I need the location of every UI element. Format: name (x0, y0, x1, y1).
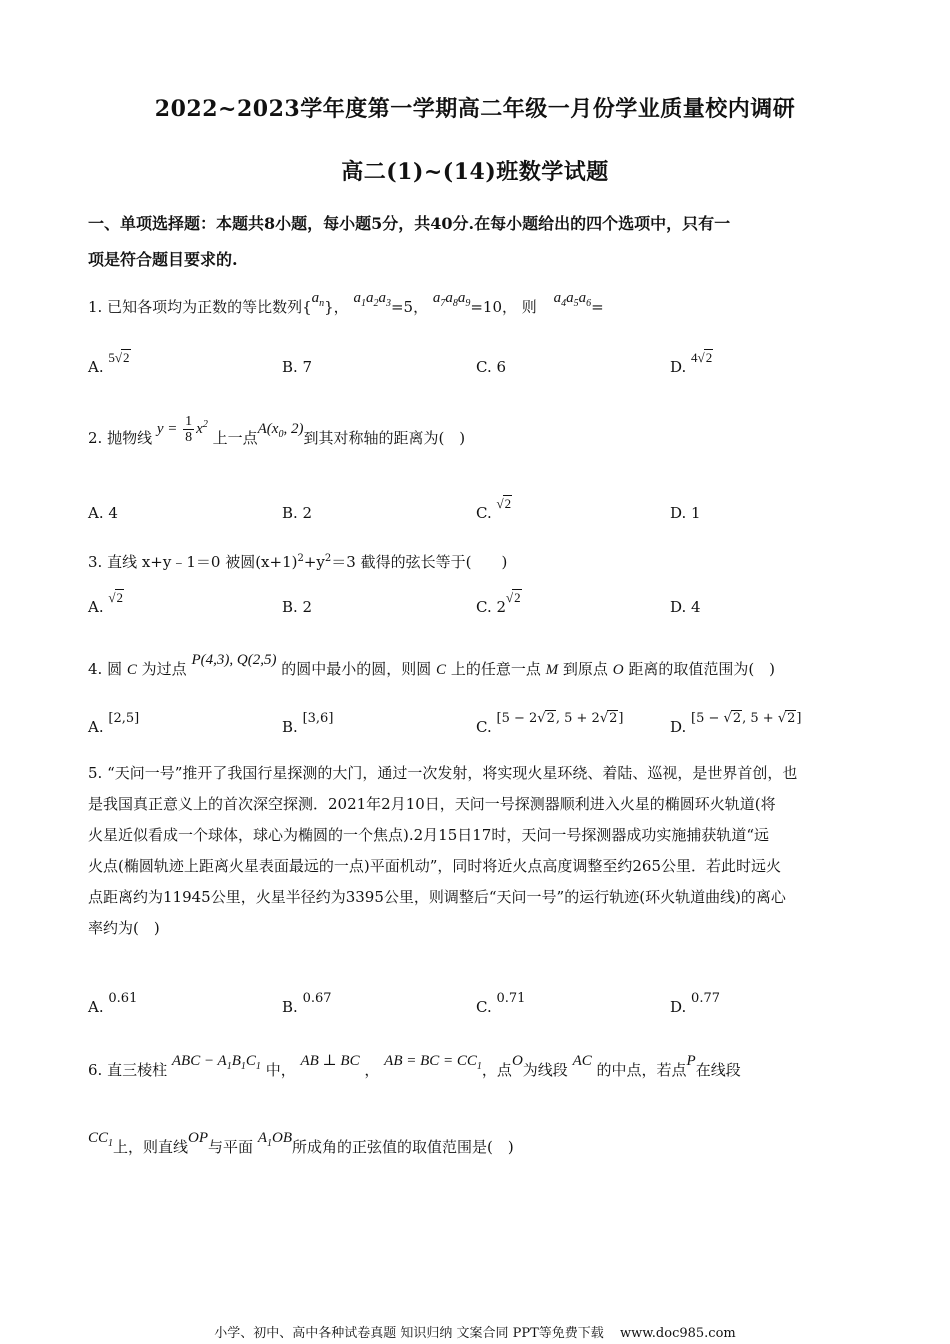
q1-option-b: B. 7 (282, 358, 313, 376)
question-6-line-1 (88, 1053, 741, 1082)
q3-option-a-label: A. (88, 598, 104, 616)
q4-option-c (476, 711, 624, 737)
q3-option-d: D. 4 (670, 598, 701, 616)
q4-option-d (670, 711, 802, 737)
exam-subtitle: 高二(1)~(14)班数学试题 (341, 159, 609, 185)
q1-option-a-math: 5√2 (108, 350, 130, 365)
q4-text-d: 上的任意一点 (450, 660, 541, 678)
q3-option-a-math: √2 (108, 590, 124, 605)
exam-title: 2022~2023学年度第一学期高二年级一月份学业质量校内调研 (154, 96, 796, 122)
q4-origin-o: O (612, 662, 624, 678)
q4-points-math: P(4,3), Q(2,5) (191, 652, 277, 668)
q2-text-b: 上一点 (212, 428, 258, 447)
q4-text-f: 距离的取值范围为( ) (628, 660, 776, 678)
q5-option-d (670, 991, 720, 1016)
q3-square-1: 2 (297, 553, 304, 564)
q6-point-o: O (511, 1053, 523, 1069)
q1-product-789: $a_7a_8a_9$ (432, 290, 471, 309)
q3-square-2: 2 (324, 553, 332, 564)
q1-text-e: = (591, 298, 604, 316)
q2-text-c: 到其对称轴的距离为( ) (303, 428, 466, 447)
q6-segment-cc1: $CC_1$ (88, 1130, 114, 1149)
section-heading-line1: 一、单项选择题：本题共8小题，每小题5分，共40分.在每小题给出的四个选项中，只有一 (88, 214, 731, 233)
q1-product-123: $a_1a_2a_3$ (353, 290, 391, 309)
q5-option-d-label: D. (670, 998, 687, 1016)
q4-option-a (88, 711, 140, 736)
q4-circle-c: C (126, 662, 137, 678)
q5-line-5: 点距离约为11945公里，火星半径约为3395公里，则调整后“天问一号”的运行轨迹(环火轨道曲线)的离心 (88, 888, 786, 906)
q1-text-c: =5， (390, 298, 429, 316)
question-4 (88, 652, 776, 679)
q5-line-2: 是我国真正意义上的首次深空探测．2021年2月10日，天问一号探测器顺利进入火星的椭圆环火轨道(将 (88, 795, 776, 813)
q4-text-a: 4. 圆 (88, 660, 123, 678)
q2-text-a: 2. 抛物线 (88, 428, 153, 447)
q4-option-b-math: [3,6] (302, 711, 334, 726)
q5-option-b-label: B. (282, 998, 298, 1016)
q6-prism-math: ABC − $A_1B_1C_1$ (171, 1053, 261, 1072)
q3-option-c-label: C. 2 (476, 598, 507, 616)
q6-plane-a1ob: $A_1OB$ (257, 1130, 292, 1149)
q2-option-a: A. 4 (88, 504, 118, 522)
q4-option-a-math: [2,5] (108, 711, 140, 726)
q5-option-b (282, 991, 332, 1016)
q6-perp-math: AB ⊥ BC (300, 1053, 360, 1069)
q6-segment-ac: AC (572, 1053, 592, 1069)
q5-option-b-value: 0.67 (302, 991, 332, 1006)
question-5 (88, 758, 863, 944)
q4-text-b: 为过点 (141, 660, 187, 678)
q1-option-a-label: A. (88, 358, 104, 376)
footer-url[interactable]: www.doc985.com (619, 1326, 736, 1341)
q6-text-i: 与平面 (208, 1138, 254, 1156)
q6-text-b: 中， (265, 1061, 296, 1079)
q6-text-a: 6. 直三棱柱 (88, 1061, 168, 1079)
page-footer (0, 1322, 950, 1341)
q4-text-c: 的圆中最小的圆，则圆 (281, 660, 432, 678)
q5-line-1: 5. “天问一号”推开了我国行星探测的大门，通过一次发射，将实现火星环绕、着陆、巡视，是世界首创，也 (88, 764, 798, 782)
q6-text-h: 上，则直线 (113, 1138, 189, 1156)
q5-option-a-value: 0.61 (108, 991, 138, 1006)
q5-option-c-value: 0.71 (496, 991, 526, 1006)
q6-text-d: ，点 (481, 1061, 512, 1079)
section-heading (88, 206, 858, 278)
q5-line-6: 率约为( ) (88, 919, 160, 937)
q6-text-c: ， (364, 1061, 380, 1079)
q6-point-p: P (686, 1053, 696, 1069)
q1-option-d-math: 4√2 (691, 350, 713, 365)
q4-circle-c2: C (436, 662, 447, 678)
q1-option-d (670, 350, 713, 376)
q3-option-c-math: √2 (506, 590, 521, 605)
section-heading-line2: 项是符合题目要求的. (88, 250, 238, 269)
q4-option-b-label: B. (282, 718, 298, 736)
footer-text: 小学、初中、高中各种试卷真题 知识归纳 文案合同 PPT等免费下载 (214, 1326, 604, 1341)
q3-text-c: ＝3 截得的弦长等于( ) (331, 553, 508, 571)
q2-parabola-math: y = $\frac{1}{8}$ $x^2$ (156, 414, 208, 445)
q6-equal-math: AB = BC = $CC_1$ (384, 1053, 482, 1072)
q2-option-d: D. 1 (670, 504, 701, 522)
q2-option-b: B. 2 (282, 504, 313, 522)
q4-option-c-math: [5 − 2√2, 5 + 2√2] (496, 711, 624, 726)
q5-option-c-label: C. (476, 998, 492, 1016)
q4-option-d-math: [5 − √2, 5 + √2] (691, 711, 802, 726)
q3-option-c (476, 590, 522, 616)
q1-option-d-label: D. (670, 358, 687, 376)
q6-text-g: 在线段 (695, 1061, 741, 1079)
q1-text-a: 1. 已知各项均为正数的等比数列{ (88, 298, 312, 316)
q6-text-j: 所成角的正弦值的取值范围是( ) (292, 1138, 514, 1156)
q5-option-c (476, 991, 526, 1016)
q4-option-b (282, 711, 334, 736)
q4-option-c-label: C. (476, 718, 492, 736)
question-3 (88, 551, 507, 572)
q2-point-math: $A(x_0$, 2) (257, 420, 304, 440)
question-2 (88, 414, 466, 455)
q5-option-a (88, 991, 138, 1016)
q3-text-b: +y (303, 553, 325, 571)
q5-line-3: 火星近似看成一个球体，球心为椭圆的一个焦点).2月15日17时，天问一号探测器成功实施捕获轨道“远 (88, 826, 770, 844)
q6-text-f: 的中点，若点 (596, 1061, 687, 1079)
q4-option-d-label: D. (670, 718, 687, 736)
q6-line-op: OP (188, 1130, 209, 1146)
question-1 (88, 290, 604, 319)
q2-option-c-label: C. (476, 504, 492, 522)
q4-text-e: 到原点 (562, 660, 608, 678)
q1-option-a (88, 350, 131, 376)
q1-product-456: $a_4a_5a_6$ (553, 290, 592, 309)
q5-option-a-label: A. (88, 998, 104, 1016)
q3-option-b: B. 2 (282, 598, 313, 616)
q3-option-a (88, 590, 124, 616)
q6-text-e: 为线段 (522, 1061, 568, 1079)
q1-option-c: C. 6 (476, 358, 507, 376)
q3-text-a: 3. 直线 x+y﹣1＝0 被圆(x+1) (88, 553, 298, 571)
q2-option-c (476, 496, 512, 522)
q5-option-d-value: 0.77 (691, 991, 720, 1006)
q1-text-b: }， (324, 298, 349, 316)
q1-text-d: =10， 则 (470, 298, 537, 316)
q4-point-m: M (545, 662, 559, 678)
q5-line-4: 火点(椭圆轨迹上距离火星表面最远的一点)平面机动”，同时将近火点高度调整至约265公里．若此时远火 (88, 857, 782, 875)
question-6-line-2 (88, 1130, 514, 1159)
q4-option-a-label: A. (88, 718, 104, 736)
q1-seq-math: $a_n$ (311, 290, 325, 309)
q2-option-c-math: √2 (496, 496, 512, 511)
